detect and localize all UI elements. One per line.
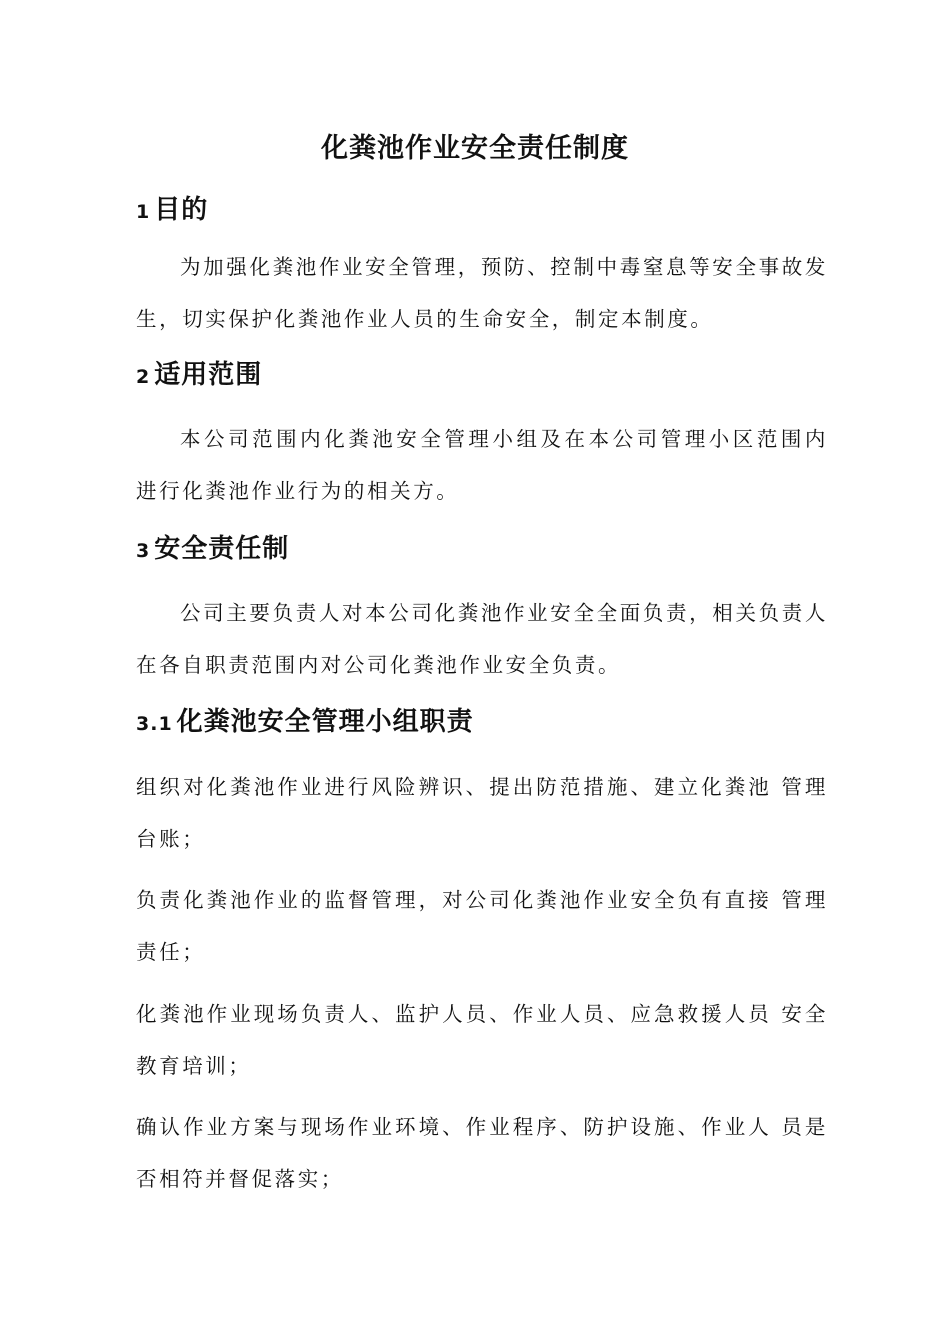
section-heading-2 [136,358,262,394]
section-title: 适用范围 [154,360,263,390]
list-item: 化粪池作业现场负责人、监护人员、作业人员、应急救援人员 安全教育培训； [136,1002,828,1078]
list-item: 组织对化粪池作业进行风险辨识、提出防范措施、建立化粪池 管理台账； [136,775,828,851]
section-number: 1 [136,201,151,223]
document-title: 化粪池作业安全责任制度 [321,133,629,164]
list-item: 确认作业方案与现场作业环境、作业程序、防护设施、作业人 员是否相符并督促落实； [136,1115,828,1191]
section-number: 3.1 [136,713,173,735]
section-heading-3-1 [136,705,474,741]
section-number: 2 [136,366,151,388]
list-item: 负责化粪池作业的监督管理，对公司化粪池作业安全负有直接 管理责任； [136,888,828,964]
section-number: 3 [136,540,151,562]
section-title: 安全责任制 [154,534,290,564]
section-heading-1 [136,193,208,229]
paragraph: 公司主要负责人对本公司化粪池作业安全全面负责，相关负责人 在各自职责范围内对公司化粪池作业安全负责。 [136,601,828,677]
section-heading-3 [136,532,289,568]
section-title: 化粪池安全管理小组职责 [176,707,474,737]
paragraph: 为加强化粪池作业安全管理，预防、控制中毒窒息等安全事故发生，切实保护化粪池作业人员的生命安全，制定本制度。 [136,255,828,331]
section-title: 目的 [154,195,209,225]
paragraph: 本公司范围内化粪池安全管理小组及在本公司管理小区范围内 进行化粪池作业行为的相关方。 [136,427,828,503]
